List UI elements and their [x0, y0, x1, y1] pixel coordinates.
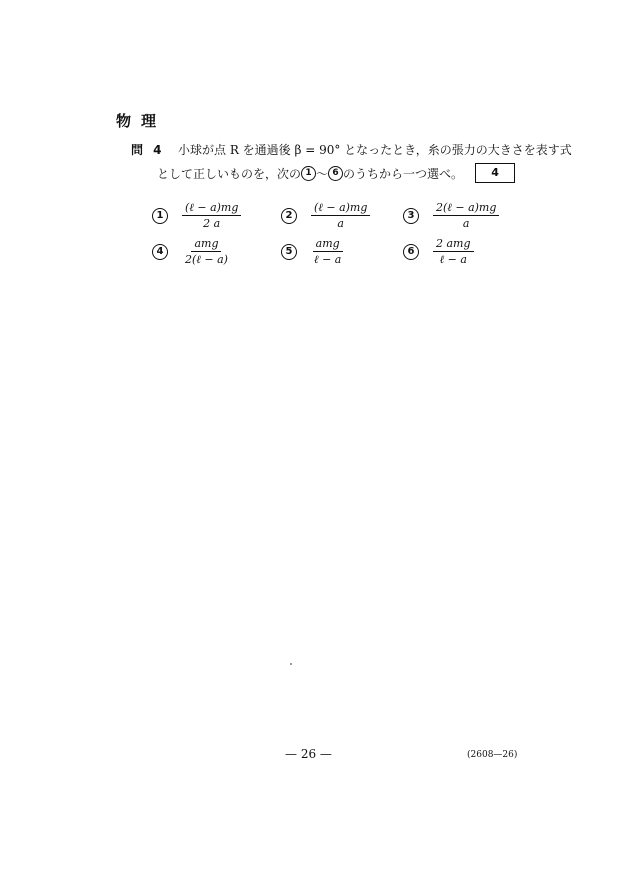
choice-1[interactable] — [152, 201, 241, 230]
page-number: — 26 — — [285, 747, 332, 761]
range-start-circled-number: 1 — [301, 166, 316, 181]
fraction-numerator: (ℓ − a)mg — [182, 201, 241, 216]
choice-fraction — [433, 237, 474, 266]
fraction-denominator: a — [462, 217, 470, 230]
choice-number: 3 — [403, 208, 419, 224]
range-separator: ～ — [316, 166, 329, 181]
fraction-denominator: 2 a — [203, 217, 221, 230]
fraction-numerator: 2(ℓ − a)mg — [433, 201, 499, 216]
question-text-prefix: として正しいものを，次の — [157, 166, 302, 181]
fraction-denominator: ℓ − a — [439, 253, 467, 266]
choice-fraction — [311, 237, 344, 266]
choice-number: 4 — [152, 244, 168, 260]
choice-fraction — [182, 237, 231, 266]
fraction-numerator: amg — [313, 237, 343, 252]
scan-speck — [290, 663, 292, 665]
choice-fraction — [311, 201, 370, 230]
fraction-denominator: ℓ − a — [314, 253, 342, 266]
subject-title: 物理 — [116, 112, 167, 130]
fraction-numerator: (ℓ − a)mg — [311, 201, 370, 216]
fraction-denominator: 2(ℓ − a) — [185, 253, 228, 266]
document-code: (2608—26) — [467, 750, 518, 760]
choice-5[interactable] — [281, 237, 344, 266]
choice-4[interactable] — [152, 237, 231, 266]
fraction-numerator: 2 amg — [433, 237, 474, 252]
question-label: 問 4 — [131, 143, 165, 157]
fraction-denominator: a — [337, 217, 344, 230]
choice-fraction — [433, 201, 499, 230]
question-text-suffix: のうちから一つ選べ。 — [343, 166, 464, 181]
answer-box[interactable]: 4 — [475, 163, 515, 183]
choice-number: 2 — [281, 208, 297, 224]
range-end-circled-number: 6 — [328, 166, 343, 181]
question-text-line1: 小球が点 R を通過後 β = 90° となったとき，糸の張力の大きさを表す式 — [178, 143, 572, 157]
choice-2[interactable] — [281, 201, 370, 230]
question-text-line2 — [157, 163, 515, 183]
fraction-numerator: amg — [191, 237, 221, 252]
choice-number: 1 — [152, 208, 168, 224]
choice-number: 6 — [403, 244, 419, 260]
choice-fraction — [182, 201, 241, 230]
choice-number: 5 — [281, 244, 297, 260]
choice-6[interactable] — [403, 237, 474, 266]
choice-3[interactable] — [403, 201, 499, 230]
